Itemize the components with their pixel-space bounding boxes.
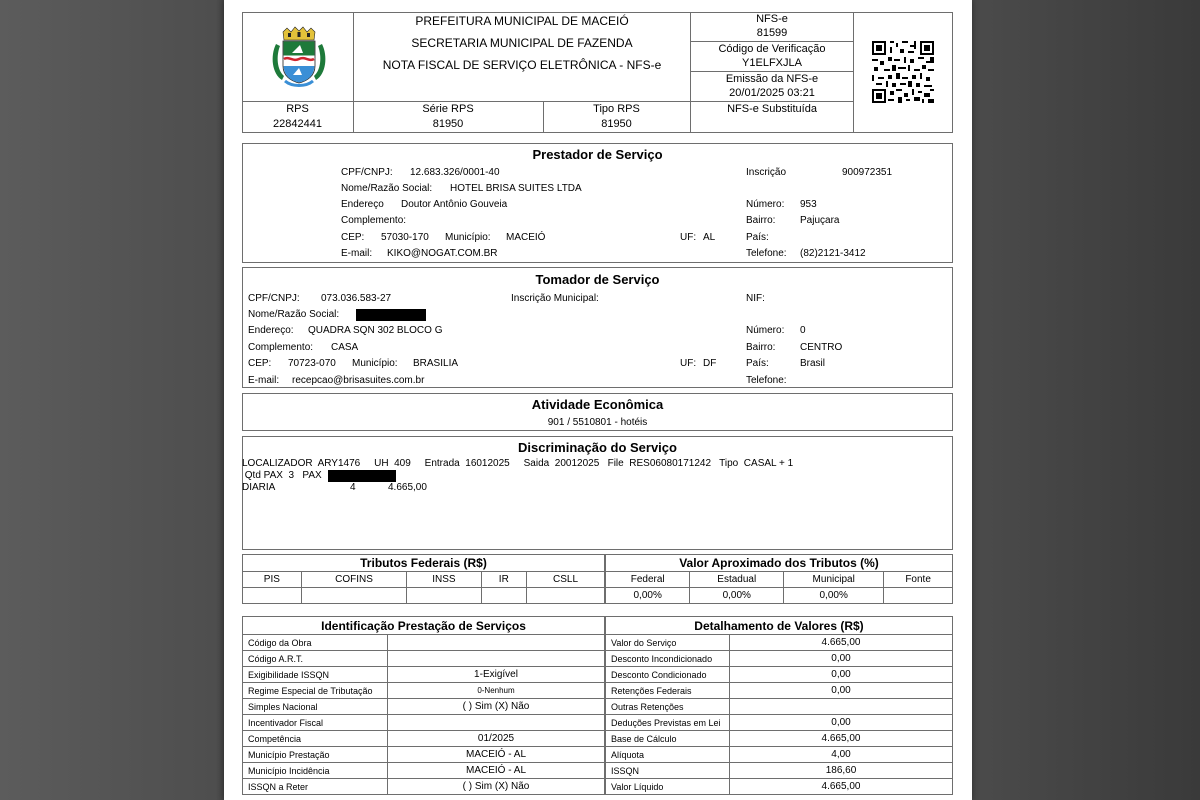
discriminacao-diaria-value: 4.665,00 [388, 482, 427, 493]
header-line-2: SECRETARIA MUNICIPAL DE FAZENDA [411, 36, 633, 50]
prestador-cpf-label: CPF/CNPJ: [341, 167, 393, 178]
row-value: 1-Exigível [388, 667, 605, 683]
table-row [243, 699, 605, 715]
row-value: ( ) Sim (X) Não [388, 699, 605, 715]
table-row [243, 683, 605, 699]
row-value: 4.665,00 [730, 635, 953, 651]
prestador-uf-label: UF: [680, 232, 697, 243]
table-row [243, 715, 605, 731]
detalhamento-table [605, 616, 953, 795]
table-row [243, 635, 605, 651]
table-row [243, 651, 605, 667]
atividade-value: 901 / 5510801 - hotéis [547, 417, 648, 428]
emission-date: 20/01/2025 03:21 [729, 87, 815, 99]
prestador-cpf: 12.683.326/0001-40 [410, 167, 500, 178]
row-value: 186,60 [730, 763, 953, 779]
prestador-endereco-label: Endereço [341, 199, 384, 210]
row-value: 0,00 [730, 651, 953, 667]
prestador-municipio: MACEIÓ [506, 232, 546, 243]
table-row [606, 747, 953, 763]
invoice-paper [224, 0, 972, 800]
row-label: Competência [243, 731, 388, 747]
verification-code: Y1ELFXJLA [742, 57, 802, 69]
valor-aproximado-title: Valor Aproximado dos Tributos (%) [606, 555, 953, 572]
col-fonte: Fonte [884, 572, 953, 588]
tomador-nome-label: Nome/Razão Social: [248, 309, 340, 320]
tomador-uf: DF [703, 358, 717, 369]
row-label: Valor do Serviço [606, 635, 730, 651]
row-value: MACEIÓ - AL [388, 763, 605, 779]
prestador-bairro-label: Bairro: [746, 215, 776, 226]
table-row [243, 667, 605, 683]
verification-label: Código de Verificação [718, 43, 826, 55]
table-row [606, 699, 953, 715]
row-label: Código A.R.T. [243, 651, 388, 667]
table-row [243, 747, 605, 763]
tomador-uf-label: UF: [680, 358, 697, 369]
atividade-title: Atividade Econômica [531, 397, 664, 412]
table-row [606, 667, 953, 683]
tomador-numero: 0 [800, 325, 806, 336]
identificacao-title: Identificação Prestação de Serviços [243, 617, 605, 635]
header-line-1: PREFEITURA MUNICIPAL DE MACEIÓ [415, 14, 629, 28]
table-row [606, 683, 953, 699]
prestador-complemento-label: Complemento: [341, 215, 407, 226]
table-row [243, 779, 605, 795]
tomador-nif-label: NIF: [746, 293, 765, 304]
table-row [606, 763, 953, 779]
val-pis [243, 588, 302, 604]
col-estadual: Estadual [690, 572, 784, 588]
val-federal: 0,00% [606, 588, 690, 604]
prestador-pais-label: País: [746, 232, 769, 243]
serie-label: Série RPS [422, 103, 474, 115]
table-row [606, 651, 953, 667]
tomador-bairro: CENTRO [800, 342, 843, 353]
val-inss [407, 588, 481, 604]
prestador-cep-label: CEP: [341, 232, 365, 243]
discriminacao-line-1: LOCALIZADOR ARY1476 UH 409 Entrada 16012025 Saida 20012025 File RES06080171242 Tipo CASAL + 1 [242, 458, 794, 469]
discriminacao-diaria-label: DIARIA [242, 482, 276, 493]
row-value [388, 715, 605, 731]
prestador-nome-label: Nome/Razão Social: [341, 183, 433, 194]
row-label: Município Incidência [243, 763, 388, 779]
tributos-federais-table [242, 554, 605, 604]
row-value: ( ) Sim (X) Não [388, 779, 605, 795]
table-row [606, 731, 953, 747]
emission-label: Emissão da NFS-e [725, 73, 819, 85]
val-ir [481, 588, 526, 604]
tomador-email-label: E-mail: [248, 375, 280, 386]
tomador-complemento-label: Complemento: [248, 342, 314, 353]
tomador-cpf: 073.036.583-27 [321, 293, 392, 304]
tomador-cep-label: CEP: [248, 358, 272, 369]
nfse-label: NFS-e [756, 13, 788, 25]
row-value [730, 699, 953, 715]
row-label: Deduções Previstas em Lei [606, 715, 730, 731]
table-row [606, 715, 953, 731]
row-label: Alíquota [606, 747, 730, 763]
tomador-complemento: CASA [331, 342, 359, 353]
col-pis: PIS [243, 572, 302, 588]
val-municipal: 0,00% [784, 588, 884, 604]
tomador-bairro-label: Bairro: [746, 342, 776, 353]
row-label: Simples Nacional [243, 699, 388, 715]
row-label: Município Prestação [243, 747, 388, 763]
substituted-label: NFS-e Substituída [727, 103, 817, 115]
row-label: Incentivador Fiscal [243, 715, 388, 731]
row-label: Retenções Federais [606, 683, 730, 699]
prestador-numero: 953 [800, 199, 817, 210]
row-label: ISSQN a Reter [243, 779, 388, 795]
tipo-value: 81950 [601, 118, 632, 130]
col-ir: IR [481, 572, 526, 588]
row-value: 4.665,00 [730, 779, 953, 795]
prestador-inscricao-label: Inscrição [746, 167, 787, 178]
rps-value: 22842441 [273, 118, 322, 130]
pax-name-redacted [328, 470, 396, 482]
tomador-email: recepcao@brisasuites.com.br [292, 375, 425, 386]
row-value: 0,00 [730, 683, 953, 699]
row-label: Outras Retenções [606, 699, 730, 715]
row-label: Desconto Condicionado [606, 667, 730, 683]
col-inss: INSS [407, 572, 481, 588]
nfse-number: 81599 [756, 27, 788, 39]
row-label: Desconto Incondicionado [606, 651, 730, 667]
header-line-3: NOTA FISCAL DE SERVIÇO ELETRÔNICA - NFS-e [382, 58, 662, 72]
col-federal: Federal [606, 572, 690, 588]
row-value [388, 635, 605, 651]
identificacao-table [242, 616, 605, 795]
tipo-label: Tipo RPS [593, 103, 640, 115]
tomador-telefone-label: Telefone: [746, 375, 787, 386]
row-value [388, 651, 605, 667]
val-csll [527, 588, 605, 604]
tomador-numero-label: Número: [746, 325, 785, 336]
discriminacao-diaria-qty: 4 [350, 482, 356, 493]
tomador-title: Tomador de Serviço [535, 272, 660, 287]
row-value: 0,00 [730, 715, 953, 731]
prestador-title: Prestador de Serviço [532, 147, 663, 162]
tributos-federais-title: Tributos Federais (R$) [243, 555, 605, 572]
tomador-pais: Brasil [800, 358, 826, 369]
tomador-endereco: QUADRA SQN 302 BLOCO G [308, 325, 443, 336]
table-row [243, 731, 605, 747]
prestador-numero-label: Número: [746, 199, 785, 210]
discriminacao-title: Discriminação do Serviço [518, 440, 677, 455]
row-label: Regime Especial de Tributação [243, 683, 388, 699]
tomador-municipio: BRASILIA [413, 358, 459, 369]
row-value: 01/2025 [388, 731, 605, 747]
serie-value: 81950 [432, 118, 464, 130]
row-label: Código da Obra [243, 635, 388, 651]
row-value: 0-Nenhum [388, 683, 605, 699]
row-value: 0,00 [730, 667, 953, 683]
prestador-municipio-label: Município: [445, 232, 491, 243]
tomador-municipio-label: Município: [352, 358, 398, 369]
valor-aproximado-table [605, 554, 953, 604]
row-value: 4,00 [730, 747, 953, 763]
maceio-coat-of-arms-icon [270, 26, 328, 88]
prestador-email-label: E-mail: [341, 248, 373, 259]
val-fonte [884, 588, 953, 604]
tomador-cep: 70723-070 [288, 358, 336, 369]
row-label: Base de Cálculo [606, 731, 730, 747]
col-cofins: COFINS [301, 572, 407, 588]
val-estadual: 0,00% [690, 588, 784, 604]
prestador-uf: AL [703, 232, 716, 243]
val-cofins [301, 588, 407, 604]
row-label: Valor Líquido [606, 779, 730, 795]
prestador-inscricao: 900972351 [842, 167, 893, 178]
row-label: ISSQN [606, 763, 730, 779]
qr-code-icon [872, 41, 934, 103]
prestador-cep: 57030-170 [381, 232, 429, 243]
table-row [606, 635, 953, 651]
prestador-bairro: Pajuçara [800, 215, 840, 226]
tomador-inscricao-label: Inscrição Municipal: [511, 293, 599, 304]
col-municipal: Municipal [784, 572, 884, 588]
tomador-endereco-label: Endereço: [248, 325, 294, 336]
prestador-email: KIKO@NOGAT.COM.BR [387, 248, 498, 259]
prestador-telefone-label: Telefone: [746, 248, 787, 259]
tomador-cpf-label: CPF/CNPJ: [248, 293, 300, 304]
tomador-pais-label: País: [746, 358, 769, 369]
table-row [243, 763, 605, 779]
row-label: Exigibilidade ISSQN [243, 667, 388, 683]
table-row [606, 779, 953, 795]
prestador-telefone: (82)2121-3412 [800, 248, 866, 259]
row-value: MACEIÓ - AL [388, 747, 605, 763]
col-csll: CSLL [527, 572, 605, 588]
rps-label: RPS [286, 103, 309, 115]
discriminacao-line-2: Qtd PAX 3 PAX [242, 470, 322, 481]
prestador-nome: HOTEL BRISA SUITES LTDA [450, 183, 582, 194]
detalhamento-title: Detalhamento de Valores (R$) [606, 617, 953, 635]
tomador-nome-redacted [356, 309, 426, 321]
row-value: 4.665,00 [730, 731, 953, 747]
prestador-endereco: Doutor Antônio Gouveia [401, 199, 508, 210]
